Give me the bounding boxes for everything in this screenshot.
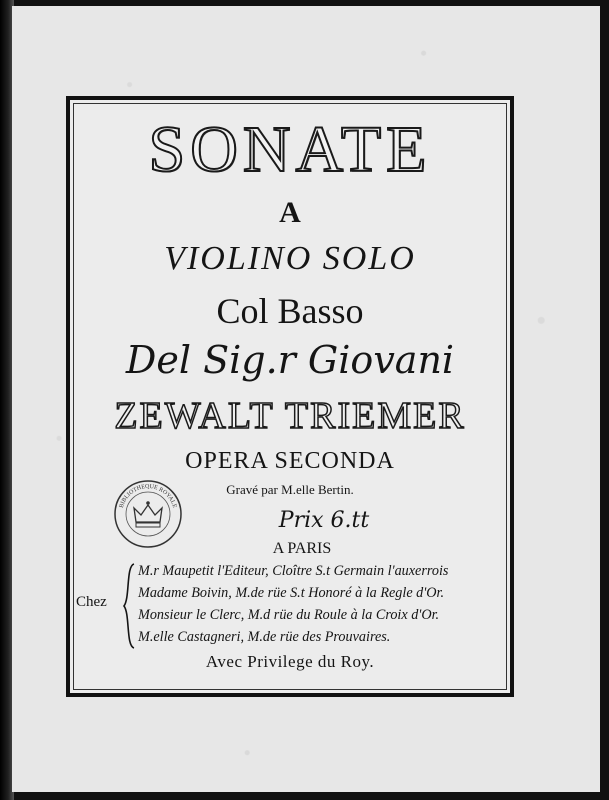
preposition-a: A [279,196,301,229]
seller-line: Madame Boivin, M.de rüe S.t Honoré à la Regle d'Or. [138,585,445,601]
privilege-line: Avec Privilege du Roy. [205,652,375,671]
attribution-line: Del Sig.r Giovani [125,338,455,382]
crown-icon [134,501,162,527]
brace-icon [122,562,136,650]
title-page-frame [66,96,514,697]
library-stamp [112,478,184,550]
engraver-line: Gravé par M.elle Bertin. [226,482,354,497]
seller-line: M.elle Castagneri, M.de rüe des Prouvaires. [138,629,391,645]
sellers-list [138,560,510,648]
composer-name: ZEWALT TRIEMER [114,395,466,437]
instrument-line: VIOLINO SOLO [164,240,416,277]
city-line: A PARIS [272,540,332,557]
seller-line: Monsieur le Clerc, M.d rüe du Roule à la Croix d'Or. [138,607,440,623]
chez-label: Chez [76,594,107,610]
seller-line: M.r Maupetit l'Editeur, Cloître S.t Germain l'auxerrois [138,563,449,579]
price-line: Prix 6.tt [278,508,370,533]
opus-line: OPERA SECONDA [185,448,395,474]
page-title: SONATE [148,113,432,186]
basso-line: Col Basso [216,291,364,331]
stamp-text: BIBLIOTHEQUE ROYALE [118,483,178,509]
